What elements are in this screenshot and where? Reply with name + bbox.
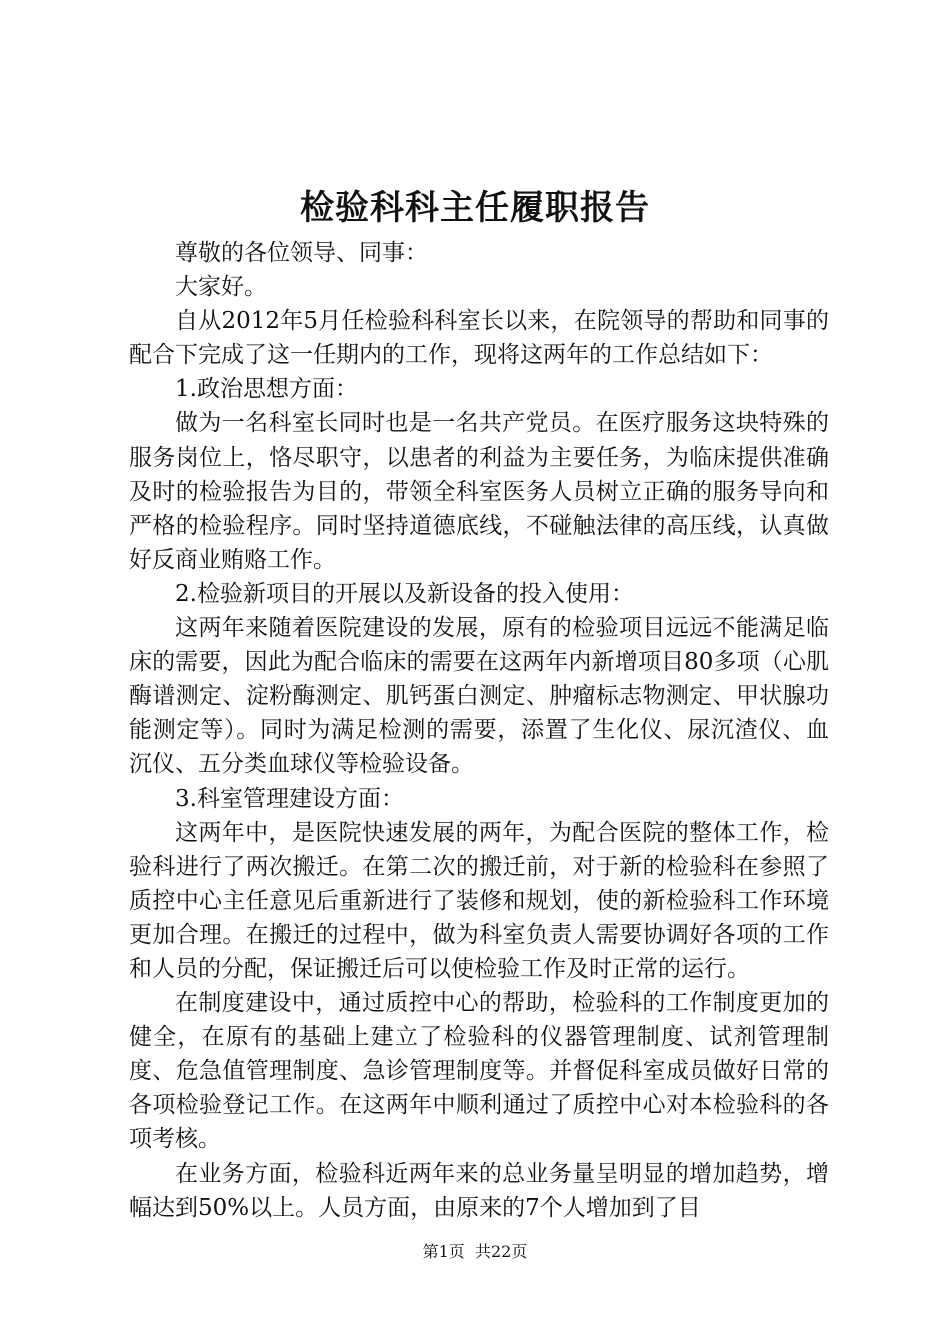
paragraph-business: 在业务方面，检验科近两年来的总业务量呈明显的增加趋势，增幅达到50%以上。人员方面，由原来的7个人增加到了目 <box>129 1160 829 1221</box>
paragraph-system-building: 在制度建设中，通过质控中心的帮助，检验科的工作制度更加的健全，在原有的基础上建立了检验科的仪器管理制度、试剂管理制度、危急值管理制度、急诊管理制度等。并督促科室成员做好日常的各项检验登记工作。在这两年中顺利通过了质控中心对本检验科的各项考核。 <box>129 990 829 1153</box>
page-footer <box>0 1241 950 1263</box>
greeting: 大家好。 <box>175 274 267 301</box>
document-title: 检验科科主任履职报告 <box>300 188 650 228</box>
section-heading-management: 3.科室管理建设方面： <box>175 785 404 812</box>
salutation: 尊敬的各位领导、同事： <box>175 240 428 266</box>
section-heading-political: 1.政治思想方面： <box>175 376 358 403</box>
document-body <box>129 236 829 1225</box>
paragraph-new-projects: 这两年来随着医院建设的发展，原有的检验项目远远不能满足临床的需要，因此为配合临床的需要在这两年内新增项目80多项（心肌酶谱测定、淀粉酶测定、肌钙蛋白测定、肿瘤标志物测定、甲状腺功能测定等）。同时为满足检测的需要，添置了生化仪、尿沉渣仪、血沉仪、五分类血球仪等检验设备。 <box>129 615 829 778</box>
page-number: 第1页 <box>422 1242 465 1261</box>
paragraph-political: 做为一名科室长同时也是一名共产党员。在医疗服务这块特殊的服务岗位上，恪尽职守，以患者的利益为主要任务，为临床提供准确及时的检验报告为目的，带领全科室医务人员树立正确的服务导向和严格的检验程序。同时坚持道德底线，不碰触法律的高压线，认真做好反商业贿赂工作。 <box>129 410 829 573</box>
footer-separator <box>465 1242 475 1261</box>
section-heading-new-projects: 2.检验新项目的开展以及新设备的投入使用： <box>175 580 634 607</box>
paragraph-management: 这两年中，是医院快速发展的两年，为配合医院的整体工作，检验科进行了两次搬迁。在第二次的搬迁前，对于新的检验科在参照了质控中心主任意见后重新进行了装修和规划，使的新检验科工作环境更加合理。在搬迁的过程中，做为科室负责人需要协调好各项的工作和人员的分配，保证搬迁后可以使检验工作及时正常的运行。 <box>129 819 829 982</box>
intro-paragraph: 自从2012年5月任检验科科室长以来，在院领导的帮助和同事的配合下完成了这一任期内的工作，现将这两年的工作总结如下： <box>129 308 829 369</box>
total-pages: 共22页 <box>474 1242 528 1261</box>
